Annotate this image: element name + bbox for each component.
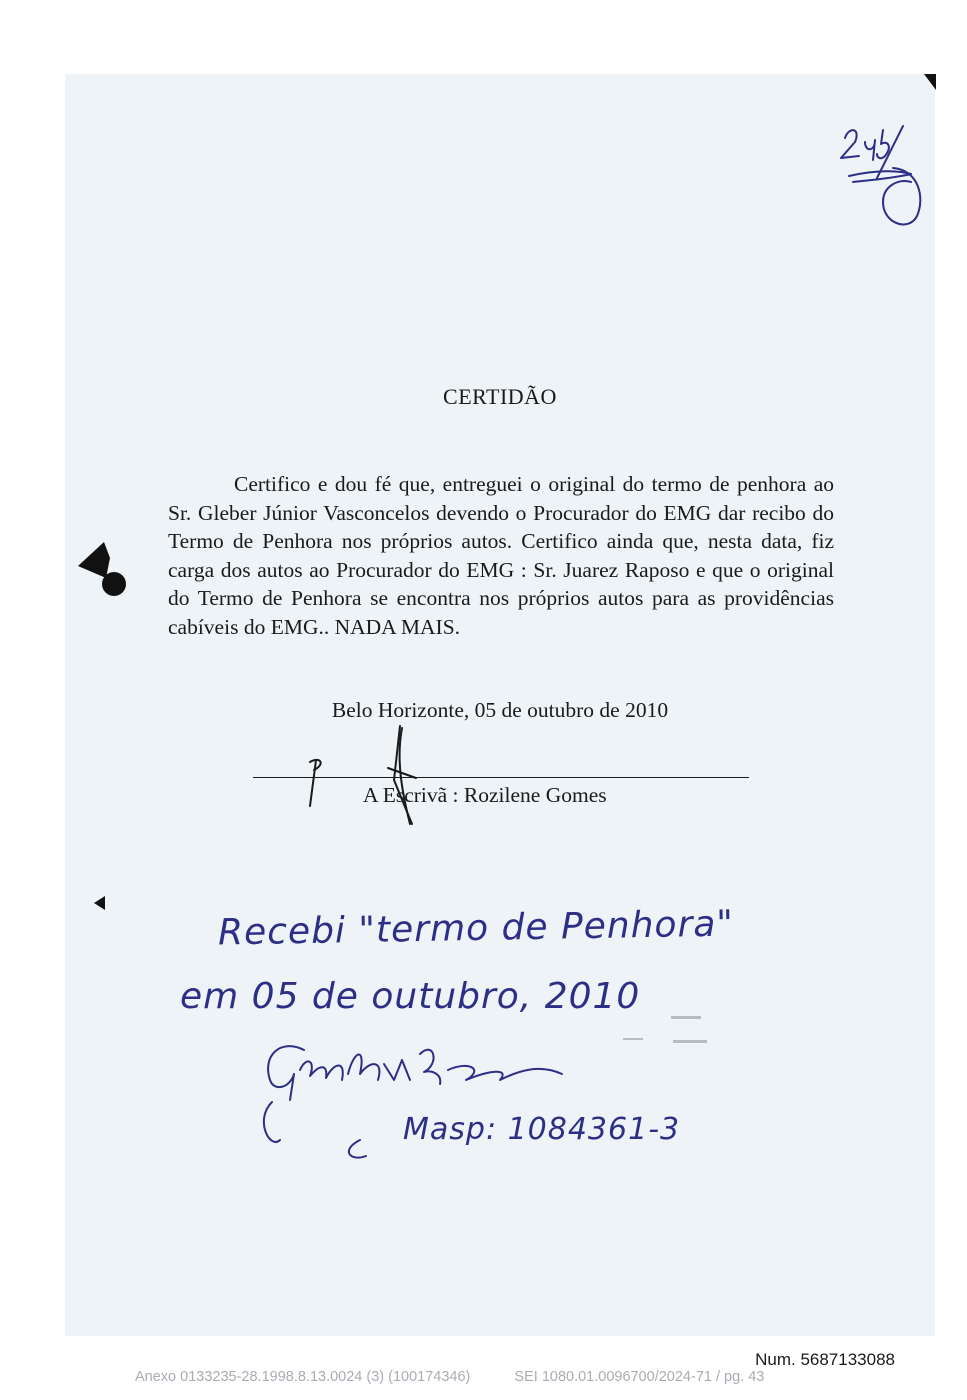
certificate-body: Certifico e dou fé que, entreguei o original do termo de penhora ao Sr. Gleber Júnior Vasconcelos devendo o Procurador do EMG dar recibo do Termo de Penhora nos próprios autos. Certifico ainda que, nesta data, fiz carga dos autos ao Procurador do EMG : Sr. Juarez Raposo e que o original do Termo de Penhora se encontra nos próprios autos para as providências cabíveis do EMG.. NADA MAIS. xyxy=(168,472,834,639)
handwritten-receipt xyxy=(170,880,735,1180)
small-arrow-mark xyxy=(94,896,106,910)
scribe-signature xyxy=(290,720,430,832)
receiver-signature xyxy=(170,1030,590,1180)
receipt-line-3: Masp: 1084361-3 xyxy=(403,1112,681,1147)
faint-stamp-residue xyxy=(615,1010,715,1050)
footer xyxy=(135,1369,764,1385)
document-title: CERTIDÃO xyxy=(443,384,557,409)
punch-hole-mark xyxy=(76,538,130,604)
footer-sei-reference: SEI 1080.01.0096700/2024-71 / pg. 43 xyxy=(514,1369,765,1385)
document-number: Num. 5687133088 xyxy=(755,1350,895,1369)
receipt-line-2: em 05 de outubro, 2010 xyxy=(180,976,641,1017)
receipt-line-1: Recebi "termo de Penhora" xyxy=(217,903,735,954)
scribe-name: A Escrivã : Rozilene Gomes xyxy=(363,783,607,807)
place-and-date: Belo Horizonte, 05 de outubro de 2010 xyxy=(331,698,669,722)
folio-number-stamp xyxy=(835,120,930,230)
footer-annex: Anexo 0133235-28.1998.8.13.0024 (3) (100174346) xyxy=(135,1369,471,1385)
corner-mark xyxy=(924,74,936,90)
